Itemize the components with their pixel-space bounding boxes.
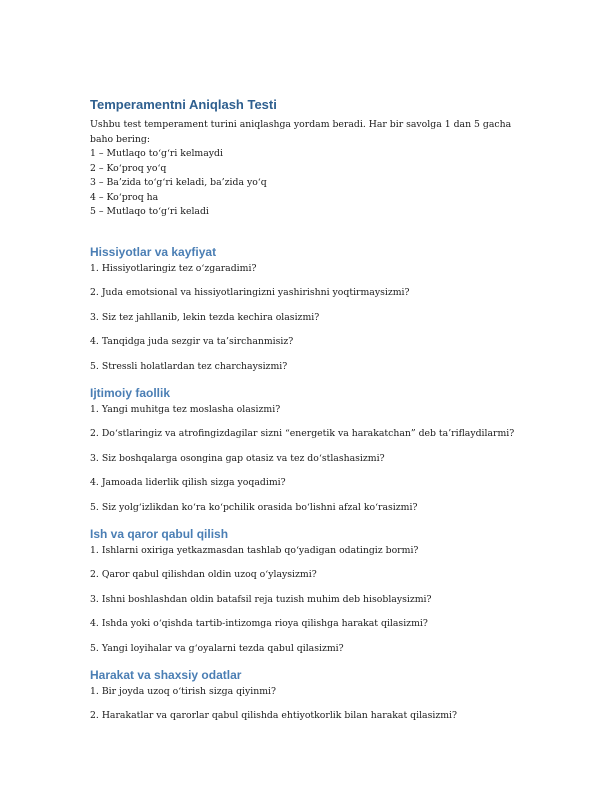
section-work-decisions	[90, 526, 530, 655]
question-item: 2. Juda emotsional va hissiyotlaringizni yashirishni yoqtirmaysizmi?	[90, 287, 410, 298]
scale-item: 2 – Ko‘proq yo‘q	[90, 162, 167, 174]
question-list	[90, 686, 530, 723]
document-content	[90, 96, 530, 722]
question-item: 3. Siz boshqalarga osongina gap otasiz va tez do‘stlashasizmi?	[90, 452, 385, 464]
question-item: 3. Siz tez jahllanib, lekin tezda kechira olasizmi?	[90, 311, 320, 323]
section-heading: Ish va qaror qabul qilish	[90, 526, 229, 541]
question-item: 2. Do‘stlaringiz va atrofingizdagilar sizni “energetik va harakatchan” deb ta’riflaydilarmi?	[90, 428, 515, 439]
question-item: 5. Stressli holatlardan tez charchaysizmi?	[90, 360, 288, 372]
scale-item: 5 – Mutlaqo to‘g‘ri keladi	[90, 206, 209, 217]
section-heading: Hissiyotlar va kayfiyat	[90, 244, 217, 259]
question-list	[90, 263, 530, 373]
scale-item: 1 – Mutlaqo to‘g‘ri kelmaydi	[90, 148, 223, 159]
section-heading: Ijtimoiy faollik	[90, 385, 171, 400]
scale-item: 3 – Ba’zida to‘g‘ri keladi, ba’zida yo‘q	[90, 177, 267, 188]
scale-item: 4 – Ko‘proq ha	[90, 191, 159, 203]
section-heading: Harakat va shaxsiy odatlar	[90, 667, 242, 682]
question-item: 4. Ishda yoki o‘qishda tartib-intizomga rioya qilishga harakat qilasizmi?	[90, 618, 428, 629]
question-item: 1. Bir joyda uzoq o‘tirish sizga qiyinmi?	[90, 685, 276, 697]
question-item: 5. Yangi loyihalar va g‘oyalarni tezda qabul qilasizmi?	[90, 642, 344, 654]
question-item: 3. Ishni boshlashdan oldin batafsil reja tuzish muhim deb hisoblaysizmi?	[90, 593, 432, 605]
section-social-activity	[90, 385, 530, 514]
question-item: 1. Ishlarni oxiriga yetkazmasdan tashlab qo‘yadigan odatingiz bormi?	[90, 544, 419, 556]
question-item: 4. Jamoada liderlik qilish sizga yoqadimi?	[90, 477, 286, 488]
question-item: 2. Qaror qabul qilishdan oldin uzoq o‘ylaysizmi?	[90, 569, 317, 580]
section-habits	[90, 667, 530, 723]
question-item: 1. Yangi muhitga tez moslasha olasizmi?	[90, 403, 281, 415]
question-item: 4. Tanqidga juda sezgir va ta’sirchanmisiz?	[90, 336, 294, 347]
rating-scale-list	[90, 147, 530, 220]
intro-paragraph: Ushbu test temperament turini aniqlashga yordam beradi. Har bir savolga 1 dan 5 gacha baho bering:	[90, 119, 512, 145]
question-item: 5. Siz yolg‘izlikdan ko‘ra ko‘pchilik orasida bo‘lishni afzal ko‘rasizmi?	[90, 501, 418, 513]
question-list	[90, 545, 530, 655]
document-title: Temperamentni Aniqlash Testi	[90, 97, 277, 112]
question-item: 1. Hissiyotlaringiz tez o‘zgaradimi?	[90, 262, 257, 274]
section-emotions	[90, 244, 530, 373]
question-list	[90, 404, 530, 514]
question-item: 2. Harakatlar va qarorlar qabul qilishda ehtiyotkorlik bilan harakat qilasizmi?	[90, 710, 457, 721]
